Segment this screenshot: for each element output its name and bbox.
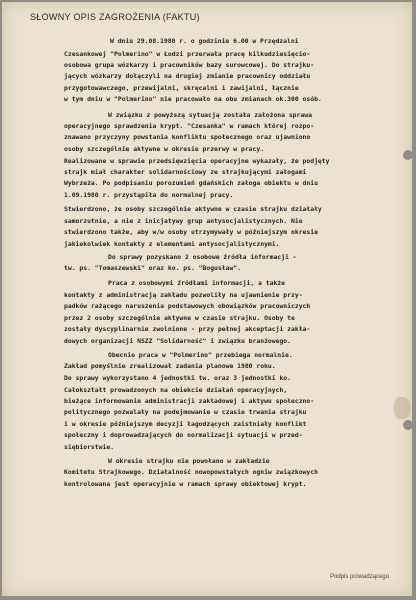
text-line: 1.09.1980 r. przystąpiła do normalnej pracy. [64,191,234,199]
text-line: W związku z powyższą sytuacją została założona sprawa [108,111,312,119]
text-line: politycznego pozwalały na podejmowanie w czasie trwania strajku [64,408,307,416]
text-line: Do sprawy wykorzystano 4 jednostki tw. oraz 3 jednostki ko. [64,374,292,382]
text-line: stwierdzono także, aby w/w osoby utrzymywały w późniejszym okresie [64,228,318,236]
binder-hole [403,150,413,160]
text-line: osoby szczególnie aktywne w okresie przerwy w pracy. [64,145,265,153]
text-line: strajk miał charakter solidarnościowy ze strajkującymi załogami [64,168,307,176]
text-line: Całokształt prowadzonych na obiekcie działań operacyjnych, [64,386,288,394]
text-line: operacyjnego sprawdzenia krypt. "Czesanka" w ramach której rozpo- [64,122,315,130]
text-line: Zakład pomyślnie zrealizował zadania planowe 1980 roku. [64,362,276,370]
text-line: W okresie strajku nie powołano w zakładzie [108,457,270,465]
text-line: jakiekolwiek kontakty z elementami antysocjalistycznymi. [64,240,280,248]
text-line: padków rażącego naruszenia podstawowych obowiązków pracowniczych [64,302,311,310]
text-line: znawano przyczyny powstania konfliktu społecznego oraz ujawniono [64,133,311,141]
text-line: Czesankowej "Polmerino" w Łodzi przerwała pracę kilkudziesięcio- [64,50,311,58]
signature-label: Podpis prowadzącego [330,574,390,580]
text-line: jących wózkarzy dołączyli na drugiej zmianie pracownicy oddziału [64,72,311,80]
text-line: tw. ps. "Tomaszewski" oraz ko. ps. "Bogusław". [64,264,241,272]
text-line: w tym dniu w "Polmerino" nie pracowało na obu zmianach ok.300 osób. [64,95,322,103]
text-line: zostały dyscyplinarnie zwolnione - przy pełnej akceptacji zakła- [64,325,311,333]
text-line: Realizowane w sprawie przedsięwzięcia operacyjne wykazały, że podjęty [64,157,330,165]
text-line: bieżące informowanie administracji zakładowej i aktywu społeczno- [64,397,315,405]
text-line: przez 2 osoby szczególnie aktywne w czasie strajku. Osoby te [64,314,295,322]
text-line: kontrolowana jest operacyjnie w ramach sprawy obiektowej krypt. [64,480,307,488]
text-line: Do sprawy pozyskano 2 osobowe źródła informacji - [108,253,297,261]
text-line: Komitetu Strajkowego. Działalność nowopowstałych ogniw związkowych [64,468,318,476]
text-line: Wybrzeża. Po podpisaniu porozumień gdańskich załoga obiektu w dniu [64,179,318,187]
text-line: przygotowawczego, przewijalni, skręcalni i zawijalni, łącznie [64,84,299,92]
document-header: SŁOWNY OPIS ZAGROŻENIA (FAKTU) [30,12,200,22]
text-line: Obecnie praca w "Polmerino" przebiega normalnie. [108,351,293,359]
text-line: siębiorstwie. [64,443,115,451]
text-line: kontakty z administracją zakładu pozwoliły na ujawnienie przy- [64,291,303,299]
text-line: osobowa grupa wózkarzy i pracowników bazy surowcowej. Do strajku- [64,61,315,69]
document-body [2,2,412,596]
text-line: i w okresie późniejszym decyzji łagodzących zaistniały konflikt [64,420,307,428]
text-line: społeczny i doprowadzających do normalizacji sytuacji w przed- [64,431,303,439]
binder-hole [403,420,413,430]
text-line: samorzutnie, a nie z inicjatywy grup antysocjalistycznych. Nie [64,217,303,225]
document-page [2,2,412,596]
text-line: Praca z osobowymi źródłami informacji, a także [108,279,285,287]
paper-stain [394,397,410,419]
text-line: dowych organizacji NSZZ "Solidarność" i związku branżowego. [64,337,292,345]
text-line: W dniu 29.08.1980 r. o godzinie 6.00 w Przędzalni [110,37,299,45]
text-line: Stwierdzono, że osoby szczególnie aktywne w czasie strajku działały [64,205,322,213]
